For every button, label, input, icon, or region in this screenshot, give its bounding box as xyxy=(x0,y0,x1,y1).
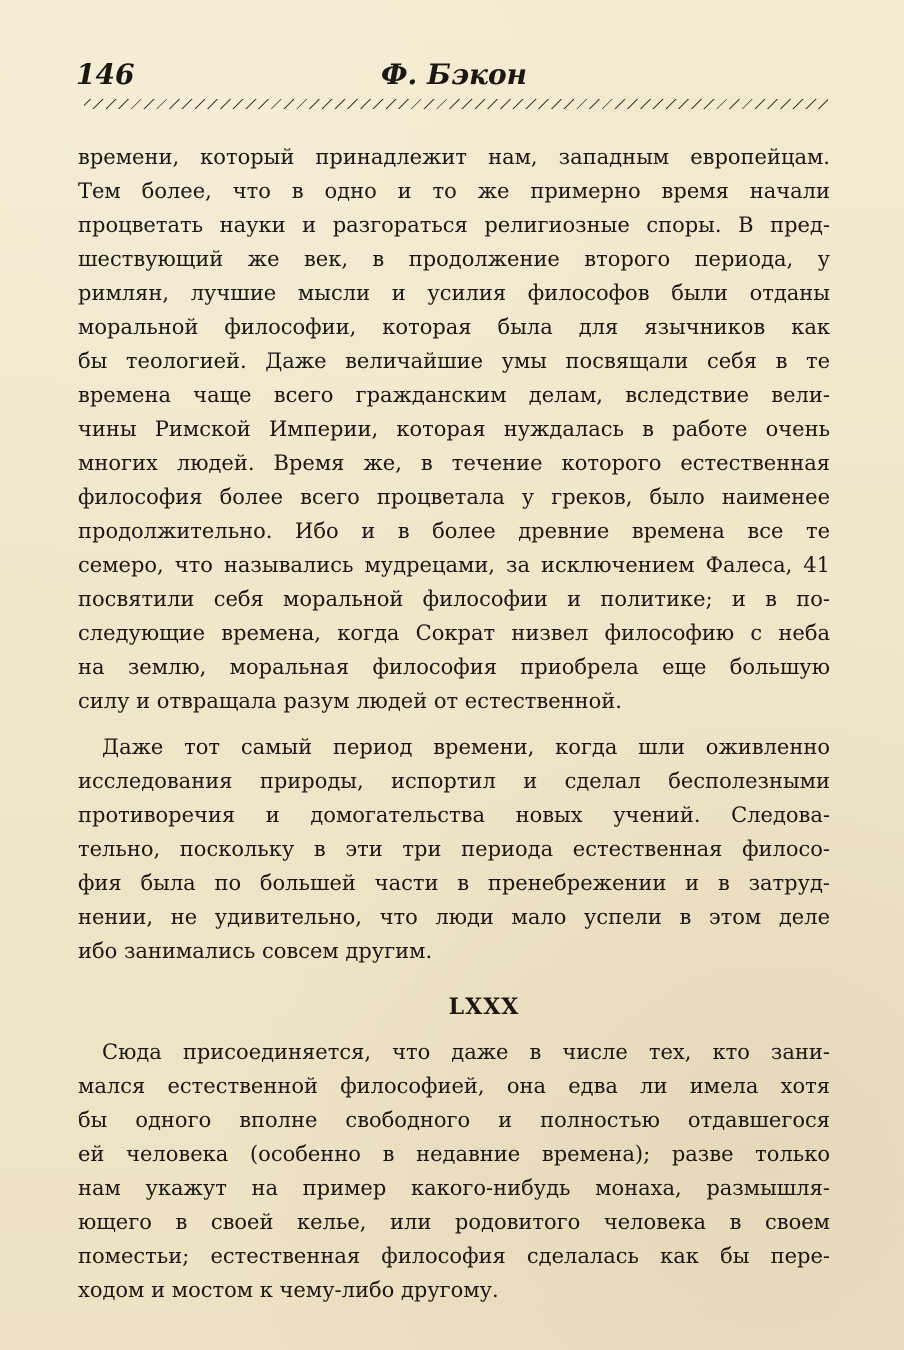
text-line: времени, который принадлежит нам, западным европейцам. xyxy=(78,145,830,169)
text-line: продолжительно. Ибо и в более древние времена все те xyxy=(78,519,830,543)
text-line: противоречия и домогательства новых учений. Следова- xyxy=(78,803,830,827)
text-line: поместьи; естественная философия сделалась как бы пере- xyxy=(78,1244,830,1268)
text-line: времена чаще всего гражданским делам, вследствие вели- xyxy=(78,383,830,407)
section-heading-text: LXXX xyxy=(448,994,520,1020)
paragraph-3 xyxy=(78,1035,830,1307)
text-line: нам укажут на пример какого-нибудь монаха, размышля- xyxy=(78,1176,830,1200)
text-line: ей человека (особенно в недавние времена); разве только xyxy=(78,1142,830,1166)
text-line: нении, не удивительно, что люди мало успели в этом деле xyxy=(78,905,830,929)
text-line: фия была по большей части в пренебрежении и в затруд- xyxy=(78,871,830,895)
running-title: Ф. Бэкон xyxy=(380,58,528,91)
text-line: следующие времена, когда Сократ низвел философию с неба xyxy=(78,621,830,645)
text-line: силу и отвращала разум людей от естественной. xyxy=(78,689,622,713)
text-line: моральной философии, которая была для язычников как xyxy=(78,315,830,339)
text-line: Даже тот самый период времени, когда шли оживленно xyxy=(102,735,830,759)
text-line: Сюда присоединяется, что даже в числе тех, кто зани- xyxy=(102,1040,830,1064)
text-line: ибо занимались совсем другим. xyxy=(78,939,433,963)
text-line: римлян, лучшие мысли и усилия философов были отданы xyxy=(78,281,830,305)
running-head xyxy=(76,58,832,100)
text-line: чины Римской Империи, которая нуждалась в работе очень xyxy=(78,417,830,441)
text-line: семеро, что назывались мудрецами, за исключением Фалеса, 41 xyxy=(78,553,830,577)
text-line: ходом и мостом к чему-либо другому. xyxy=(78,1278,499,1302)
text-line: процветать науки и разгораться религиозные споры. В пред- xyxy=(78,213,830,237)
text-line: шествующий же век, в продолжение второго периода, у xyxy=(78,247,830,271)
text-line: бы одного вполне свободного и полностью отдавшегося xyxy=(78,1108,830,1132)
text-line: философия более всего процветала у греков, было наименее xyxy=(78,485,830,509)
decorative-rule xyxy=(84,99,828,109)
text-line: многих людей. Время же, в течение которого естественная xyxy=(78,451,830,475)
text-line: ющего в своей келье, или родовитого человека в своем xyxy=(78,1210,830,1234)
text-line: посвятили себя моральной философии и политике; и в по- xyxy=(78,587,830,611)
paragraph-2 xyxy=(78,730,830,968)
page-number: 146 xyxy=(76,58,135,91)
text-line: Тем более, что в одно и то же примерно время начали xyxy=(78,179,830,203)
section-heading xyxy=(0,994,904,1020)
text-line: тельно, поскольку в эти три периода естественная филосо- xyxy=(78,837,830,861)
text-line: на землю, моральная философия приобрела еще большую xyxy=(78,655,830,679)
text-line: исследования природы, испортил и сделал бесполезными xyxy=(78,769,830,793)
text-line: бы теологией. Даже величайшие умы посвящали себя в те xyxy=(78,349,830,373)
paragraph-1 xyxy=(78,140,830,718)
text-line: мался естественной философией, она едва ли имела хотя xyxy=(78,1074,830,1098)
